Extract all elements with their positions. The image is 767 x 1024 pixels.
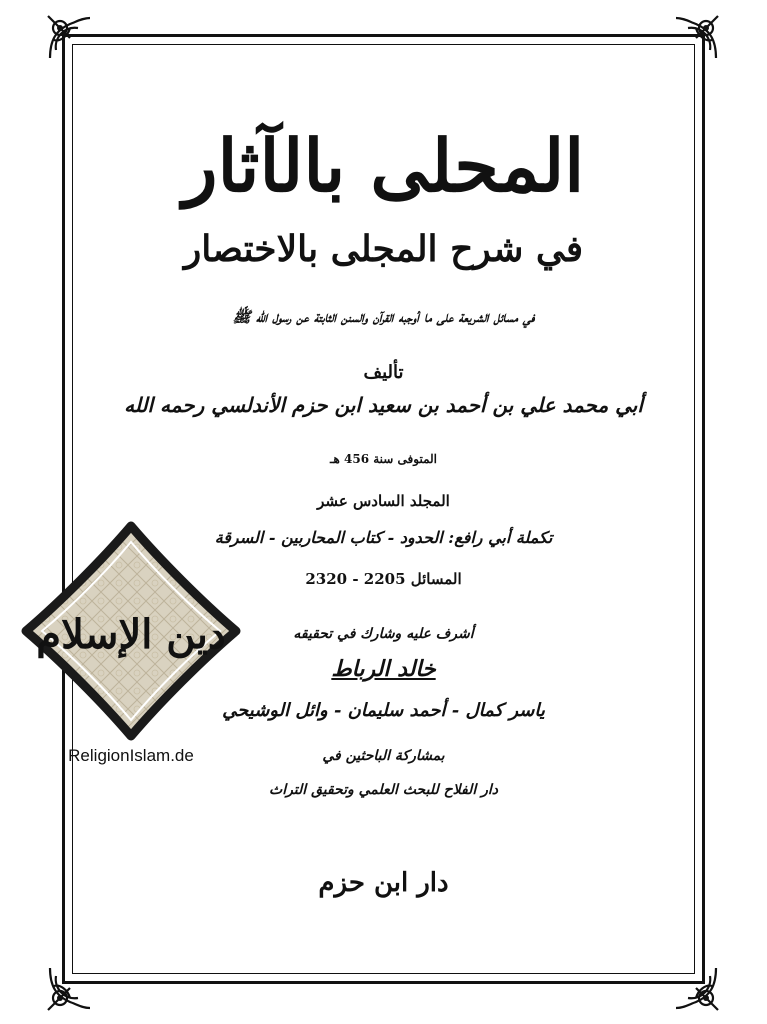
issues-range: المسائل 2205 - 2320: [305, 570, 462, 588]
book-title: المحلى بالآثار: [182, 123, 585, 208]
corner-ornament-icon: [42, 10, 98, 66]
logo-caption: ReligionIslam.de: [68, 746, 194, 765]
logo-text: دين الإسلام: [36, 611, 226, 658]
institute-name: دار الفلاح للبحث العلمي وتحقيق التراث: [269, 782, 498, 798]
supervision-line: أشرف عليه وشارك في تحقيقه: [293, 626, 474, 642]
corner-ornament-icon: [42, 960, 98, 1016]
book-tagline: في مسائل الشريعة على ما أوجبه القرآن والسنن الثابتة عن رسول الله ﷺ: [232, 308, 535, 326]
author-name: أبي محمد علي بن أحمد بن سعيد ابن حزم الأندلسي رحمه الله: [124, 393, 643, 417]
corner-ornament-icon: [668, 10, 724, 66]
editor-name: خالد الرباط: [331, 656, 436, 682]
completion-line: تكملة أبي رافع: الحدود - كتاب المحاربين - السرقة: [214, 528, 553, 547]
corner-ornament-icon: [668, 960, 724, 1016]
publisher-name: دار ابن حزم: [318, 868, 449, 898]
participation-line: بمشاركة الباحثين في: [322, 748, 445, 764]
volume-label: المجلد السادس عشر: [317, 492, 450, 510]
contributors-line: ياسر كمال - أحمد سليمان - وائل الوشيحي: [222, 700, 545, 721]
religion-islam-logo-icon: [20, 520, 242, 742]
book-subtitle: في شرح المجلى بالاختصار: [183, 228, 584, 270]
author-label: تأليف: [363, 362, 404, 383]
watermark-logo: [20, 520, 242, 765]
author-death-year: المتوفى سنة 456 هـ: [329, 452, 438, 466]
